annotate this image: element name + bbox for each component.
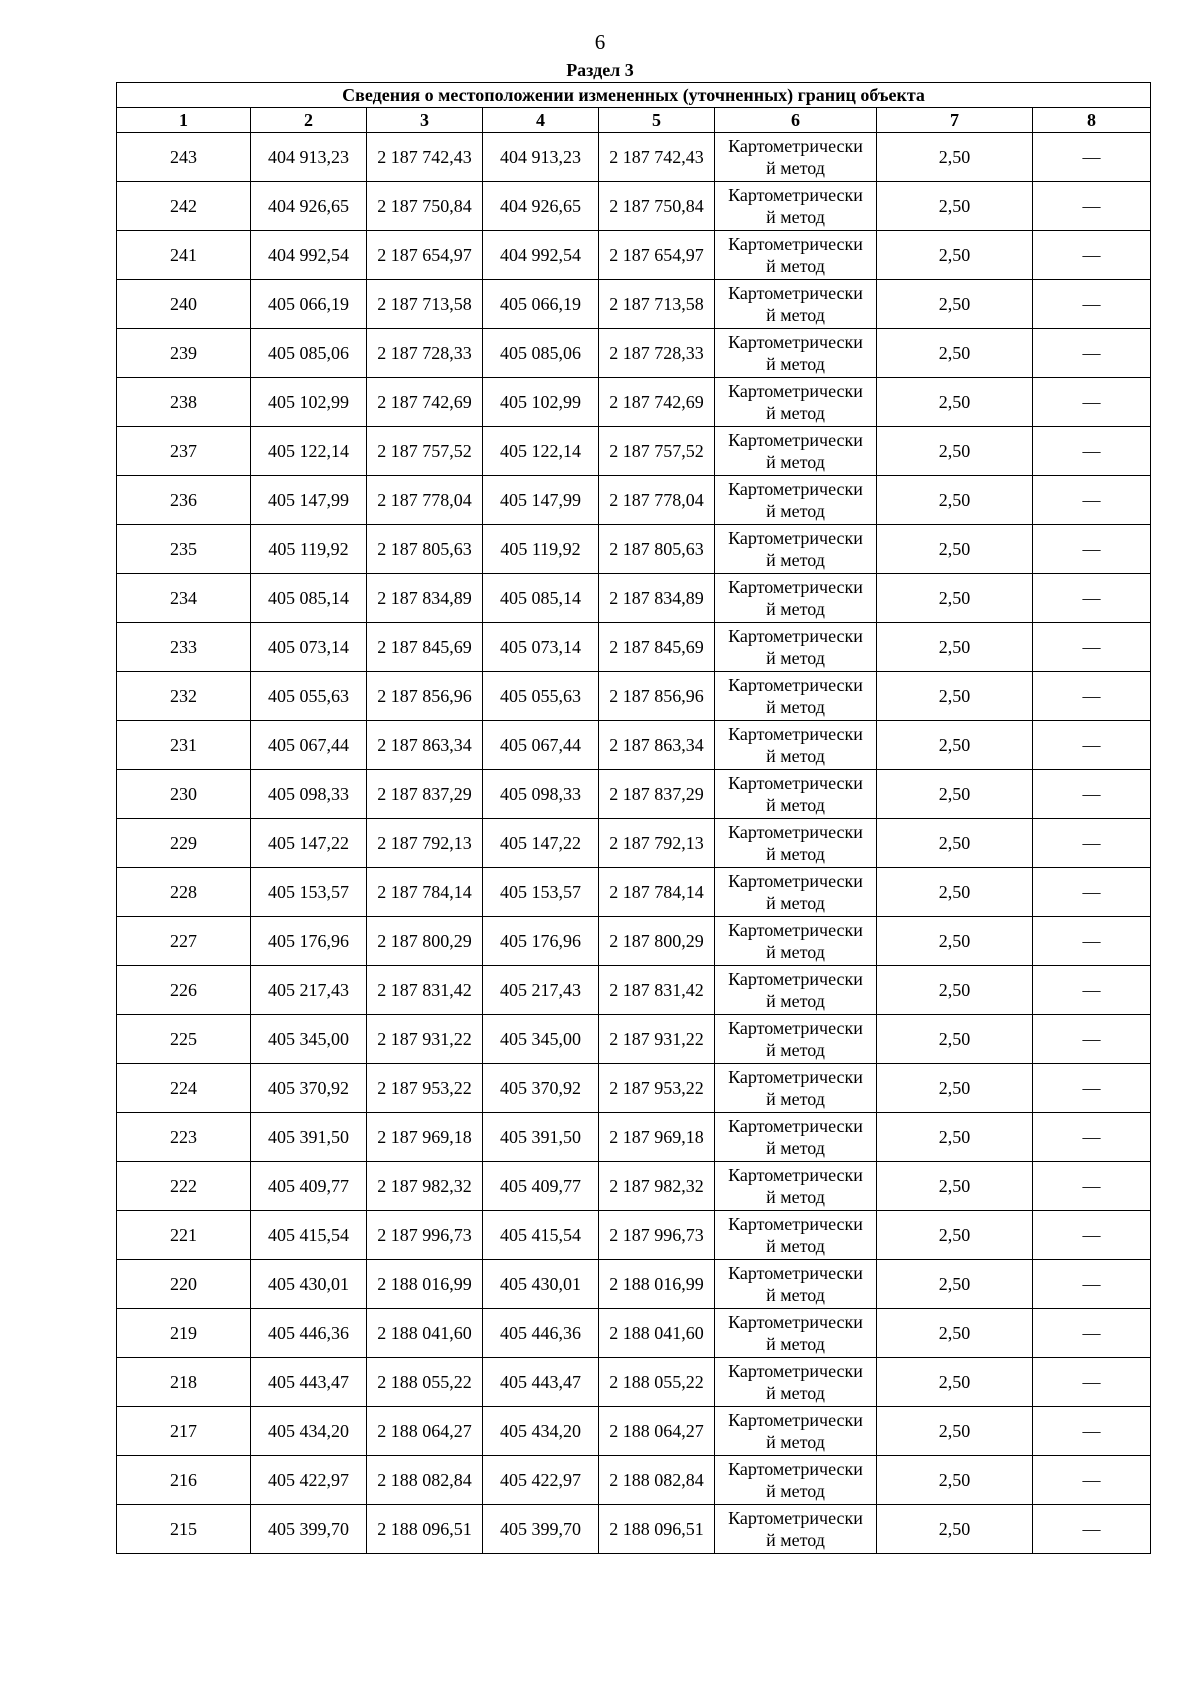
cell-method: Картометрически й метод [715, 182, 877, 231]
cell-existing-y: 2 187 831,42 [367, 966, 483, 1015]
cell-existing-x: 405 147,22 [251, 819, 367, 868]
cell-point-number: 220 [117, 1260, 251, 1309]
column-header-row [117, 108, 1151, 133]
cell-point-number: 241 [117, 231, 251, 280]
cell-description: — [1033, 623, 1151, 672]
cell-new-x: 404 926,65 [483, 182, 599, 231]
cell-existing-y: 2 187 837,29 [367, 770, 483, 819]
cell-new-y: 2 188 082,84 [599, 1456, 715, 1505]
cell-new-y: 2 188 016,99 [599, 1260, 715, 1309]
column-header-8: 8 [1033, 108, 1151, 133]
cell-new-x: 405 147,99 [483, 476, 599, 525]
cell-new-y: 2 187 837,29 [599, 770, 715, 819]
cell-accuracy: 2,50 [877, 525, 1033, 574]
cell-existing-x: 405 147,99 [251, 476, 367, 525]
table-row [117, 819, 1151, 868]
cell-existing-y: 2 187 996,73 [367, 1211, 483, 1260]
cell-new-y: 2 187 728,33 [599, 329, 715, 378]
cell-accuracy: 2,50 [877, 1309, 1033, 1358]
cell-point-number: 234 [117, 574, 251, 623]
cell-existing-x: 404 913,23 [251, 133, 367, 182]
cell-method: Картометрически й метод [715, 574, 877, 623]
table-row [117, 1015, 1151, 1064]
cell-description: — [1033, 1113, 1151, 1162]
cell-new-y: 2 187 834,89 [599, 574, 715, 623]
cell-method: Картометрически й метод [715, 1211, 877, 1260]
cell-existing-x: 405 073,14 [251, 623, 367, 672]
cell-description: — [1033, 476, 1151, 525]
cell-new-y: 2 188 055,22 [599, 1358, 715, 1407]
cell-description: — [1033, 1260, 1151, 1309]
cell-new-x: 405 409,77 [483, 1162, 599, 1211]
table-row [117, 427, 1151, 476]
cell-description: — [1033, 819, 1151, 868]
table-row [117, 329, 1151, 378]
cell-new-y: 2 187 778,04 [599, 476, 715, 525]
cell-existing-x: 405 217,43 [251, 966, 367, 1015]
cell-point-number: 217 [117, 1407, 251, 1456]
cell-new-y: 2 187 654,97 [599, 231, 715, 280]
cell-new-x: 405 122,14 [483, 427, 599, 476]
cell-accuracy: 2,50 [877, 427, 1033, 476]
table-row [117, 1260, 1151, 1309]
cell-description: — [1033, 574, 1151, 623]
cell-new-y: 2 188 064,27 [599, 1407, 715, 1456]
cell-accuracy: 2,50 [877, 1260, 1033, 1309]
cell-method: Картометрически й метод [715, 819, 877, 868]
cell-point-number: 232 [117, 672, 251, 721]
cell-new-x: 405 176,96 [483, 917, 599, 966]
cell-point-number: 229 [117, 819, 251, 868]
cell-point-number: 226 [117, 966, 251, 1015]
cell-accuracy: 2,50 [877, 623, 1033, 672]
cell-existing-y: 2 187 654,97 [367, 231, 483, 280]
cell-existing-x: 405 409,77 [251, 1162, 367, 1211]
cell-new-x: 405 434,20 [483, 1407, 599, 1456]
cell-method: Картометрически й метод [715, 1407, 877, 1456]
table-row [117, 525, 1151, 574]
table-row [117, 378, 1151, 427]
cell-existing-x: 405 067,44 [251, 721, 367, 770]
cell-accuracy: 2,50 [877, 868, 1033, 917]
cell-accuracy: 2,50 [877, 574, 1033, 623]
cell-existing-y: 2 188 055,22 [367, 1358, 483, 1407]
cell-point-number: 239 [117, 329, 251, 378]
cell-existing-x: 405 153,57 [251, 868, 367, 917]
table-row [117, 182, 1151, 231]
table-row [117, 1113, 1151, 1162]
cell-method: Картометрически й метод [715, 1260, 877, 1309]
cell-new-y: 2 188 096,51 [599, 1505, 715, 1554]
table-row [117, 231, 1151, 280]
cell-method: Картометрически й метод [715, 133, 877, 182]
cell-description: — [1033, 770, 1151, 819]
table-row [117, 917, 1151, 966]
column-header-2: 2 [251, 108, 367, 133]
cell-point-number: 215 [117, 1505, 251, 1554]
cell-point-number: 222 [117, 1162, 251, 1211]
cell-accuracy: 2,50 [877, 721, 1033, 770]
cell-existing-y: 2 188 096,51 [367, 1505, 483, 1554]
cell-point-number: 240 [117, 280, 251, 329]
cell-existing-x: 405 415,54 [251, 1211, 367, 1260]
cell-existing-x: 405 176,96 [251, 917, 367, 966]
cell-accuracy: 2,50 [877, 672, 1033, 721]
cell-new-y: 2 187 831,42 [599, 966, 715, 1015]
cell-existing-y: 2 187 856,96 [367, 672, 483, 721]
cell-existing-y: 2 188 082,84 [367, 1456, 483, 1505]
cell-existing-y: 2 187 784,14 [367, 868, 483, 917]
cell-existing-x: 405 055,63 [251, 672, 367, 721]
table-row [117, 280, 1151, 329]
cell-method: Картометрически й метод [715, 1162, 877, 1211]
cell-existing-y: 2 187 845,69 [367, 623, 483, 672]
column-header-6: 6 [715, 108, 877, 133]
cell-existing-y: 2 187 982,32 [367, 1162, 483, 1211]
table-row [117, 133, 1151, 182]
cell-method: Картометрически й метод [715, 1015, 877, 1064]
cell-new-x: 405 422,97 [483, 1456, 599, 1505]
cell-existing-y: 2 187 863,34 [367, 721, 483, 770]
cell-existing-x: 405 430,01 [251, 1260, 367, 1309]
cell-new-y: 2 187 845,69 [599, 623, 715, 672]
cell-existing-x: 405 119,92 [251, 525, 367, 574]
table-row [117, 1162, 1151, 1211]
cell-new-x: 405 399,70 [483, 1505, 599, 1554]
cell-existing-y: 2 188 064,27 [367, 1407, 483, 1456]
cell-new-y: 2 187 713,58 [599, 280, 715, 329]
cell-method: Картометрически й метод [715, 525, 877, 574]
cell-description: — [1033, 1505, 1151, 1554]
cell-existing-x: 405 443,47 [251, 1358, 367, 1407]
cell-description: — [1033, 1456, 1151, 1505]
table-caption-row [117, 83, 1151, 108]
cell-method: Картометрически й метод [715, 917, 877, 966]
cell-accuracy: 2,50 [877, 1015, 1033, 1064]
cell-point-number: 216 [117, 1456, 251, 1505]
cell-point-number: 243 [117, 133, 251, 182]
cell-existing-x: 405 102,99 [251, 378, 367, 427]
cell-point-number: 228 [117, 868, 251, 917]
cell-method: Картометрически й метод [715, 231, 877, 280]
cell-description: — [1033, 427, 1151, 476]
cell-description: — [1033, 1211, 1151, 1260]
cell-existing-x: 405 098,33 [251, 770, 367, 819]
cell-new-y: 2 187 742,43 [599, 133, 715, 182]
table-body [117, 133, 1151, 1554]
cell-method: Картометрически й метод [715, 672, 877, 721]
cell-new-x: 405 443,47 [483, 1358, 599, 1407]
table-row [117, 868, 1151, 917]
cell-description: — [1033, 133, 1151, 182]
cell-new-y: 2 187 863,34 [599, 721, 715, 770]
table-row [117, 623, 1151, 672]
cell-method: Картометрически й метод [715, 378, 877, 427]
table-row [117, 721, 1151, 770]
cell-new-x: 405 073,14 [483, 623, 599, 672]
cell-new-y: 2 187 805,63 [599, 525, 715, 574]
cell-new-y: 2 187 931,22 [599, 1015, 715, 1064]
cell-existing-x: 405 085,14 [251, 574, 367, 623]
cell-accuracy: 2,50 [877, 917, 1033, 966]
table-caption: Сведения о местоположении измененных (уточненных) границ объекта [117, 83, 1151, 108]
column-header-4: 4 [483, 108, 599, 133]
cell-existing-x: 405 085,06 [251, 329, 367, 378]
cell-method: Картометрически й метод [715, 1456, 877, 1505]
cell-point-number: 236 [117, 476, 251, 525]
cell-description: — [1033, 231, 1151, 280]
cell-existing-y: 2 187 728,33 [367, 329, 483, 378]
cell-point-number: 218 [117, 1358, 251, 1407]
cell-new-x: 405 370,92 [483, 1064, 599, 1113]
table-row [117, 476, 1151, 525]
cell-method: Картометрически й метод [715, 1505, 877, 1554]
cell-existing-x: 405 122,14 [251, 427, 367, 476]
cell-accuracy: 2,50 [877, 1358, 1033, 1407]
cell-existing-y: 2 188 016,99 [367, 1260, 483, 1309]
cell-description: — [1033, 966, 1151, 1015]
cell-point-number: 223 [117, 1113, 251, 1162]
cell-method: Картометрически й метод [715, 1309, 877, 1358]
cell-description: — [1033, 917, 1151, 966]
cell-new-x: 405 153,57 [483, 868, 599, 917]
column-header-3: 3 [367, 108, 483, 133]
cell-method: Картометрически й метод [715, 770, 877, 819]
cell-description: — [1033, 1015, 1151, 1064]
table-row [117, 574, 1151, 623]
cell-accuracy: 2,50 [877, 1407, 1033, 1456]
table-row [117, 966, 1151, 1015]
cell-point-number: 227 [117, 917, 251, 966]
cell-new-y: 2 187 784,14 [599, 868, 715, 917]
cell-new-x: 405 085,06 [483, 329, 599, 378]
cell-new-x: 405 415,54 [483, 1211, 599, 1260]
cell-new-y: 2 187 996,73 [599, 1211, 715, 1260]
cell-description: — [1033, 1407, 1151, 1456]
cell-existing-y: 2 187 969,18 [367, 1113, 483, 1162]
table-row [117, 1211, 1151, 1260]
cell-new-x: 405 217,43 [483, 966, 599, 1015]
cell-description: — [1033, 1064, 1151, 1113]
cell-method: Картометрически й метод [715, 329, 877, 378]
cell-accuracy: 2,50 [877, 1211, 1033, 1260]
table-row [117, 1407, 1151, 1456]
cell-new-x: 404 992,54 [483, 231, 599, 280]
cell-existing-y: 2 187 805,63 [367, 525, 483, 574]
cell-new-x: 405 345,00 [483, 1015, 599, 1064]
cell-accuracy: 2,50 [877, 1505, 1033, 1554]
cell-new-x: 405 102,99 [483, 378, 599, 427]
cell-existing-x: 405 066,19 [251, 280, 367, 329]
cell-existing-y: 2 187 713,58 [367, 280, 483, 329]
section-title: Раздел 3 [566, 60, 634, 80]
cell-new-y: 2 187 792,13 [599, 819, 715, 868]
cell-point-number: 221 [117, 1211, 251, 1260]
column-header-5: 5 [599, 108, 715, 133]
page-number: 6 [594, 30, 606, 54]
cell-point-number: 233 [117, 623, 251, 672]
cell-existing-x: 405 345,00 [251, 1015, 367, 1064]
cell-accuracy: 2,50 [877, 1162, 1033, 1211]
cell-accuracy: 2,50 [877, 1456, 1033, 1505]
cell-existing-x: 405 422,97 [251, 1456, 367, 1505]
cell-new-x: 405 067,44 [483, 721, 599, 770]
cell-method: Картометрически й метод [715, 1113, 877, 1162]
table-row [117, 1358, 1151, 1407]
cell-description: — [1033, 868, 1151, 917]
cell-new-y: 2 187 742,69 [599, 378, 715, 427]
cell-accuracy: 2,50 [877, 1113, 1033, 1162]
cell-existing-x: 405 446,36 [251, 1309, 367, 1358]
cell-point-number: 235 [117, 525, 251, 574]
cell-accuracy: 2,50 [877, 819, 1033, 868]
cell-new-y: 2 188 041,60 [599, 1309, 715, 1358]
cell-new-y: 2 187 982,32 [599, 1162, 715, 1211]
cell-point-number: 231 [117, 721, 251, 770]
coordinates-table [116, 82, 1151, 1554]
cell-description: — [1033, 280, 1151, 329]
cell-accuracy: 2,50 [877, 770, 1033, 819]
cell-description: — [1033, 525, 1151, 574]
cell-description: — [1033, 329, 1151, 378]
cell-method: Картометрически й метод [715, 427, 877, 476]
cell-point-number: 225 [117, 1015, 251, 1064]
cell-new-y: 2 187 757,52 [599, 427, 715, 476]
cell-method: Картометрически й метод [715, 966, 877, 1015]
cell-existing-x: 404 992,54 [251, 231, 367, 280]
cell-point-number: 237 [117, 427, 251, 476]
cell-point-number: 230 [117, 770, 251, 819]
cell-point-number: 224 [117, 1064, 251, 1113]
cell-accuracy: 2,50 [877, 966, 1033, 1015]
cell-existing-y: 2 187 800,29 [367, 917, 483, 966]
cell-method: Картометрически й метод [715, 623, 877, 672]
cell-method: Картометрически й метод [715, 1358, 877, 1407]
cell-method: Картометрически й метод [715, 476, 877, 525]
cell-existing-x: 404 926,65 [251, 182, 367, 231]
cell-accuracy: 2,50 [877, 133, 1033, 182]
cell-accuracy: 2,50 [877, 329, 1033, 378]
cell-new-x: 405 147,22 [483, 819, 599, 868]
cell-point-number: 238 [117, 378, 251, 427]
cell-description: — [1033, 1162, 1151, 1211]
cell-new-y: 2 187 856,96 [599, 672, 715, 721]
cell-existing-y: 2 187 931,22 [367, 1015, 483, 1064]
cell-method: Картометрически й метод [715, 1064, 877, 1113]
cell-accuracy: 2,50 [877, 378, 1033, 427]
cell-point-number: 242 [117, 182, 251, 231]
cell-new-x: 405 391,50 [483, 1113, 599, 1162]
table-row [117, 672, 1151, 721]
cell-existing-y: 2 187 953,22 [367, 1064, 483, 1113]
cell-description: — [1033, 672, 1151, 721]
cell-existing-y: 2 187 778,04 [367, 476, 483, 525]
table-row [117, 1309, 1151, 1358]
cell-existing-y: 2 187 750,84 [367, 182, 483, 231]
cell-description: — [1033, 1358, 1151, 1407]
cell-new-x: 405 066,19 [483, 280, 599, 329]
cell-new-y: 2 187 969,18 [599, 1113, 715, 1162]
cell-point-number: 219 [117, 1309, 251, 1358]
table-row [117, 770, 1151, 819]
table-row [117, 1064, 1151, 1113]
cell-accuracy: 2,50 [877, 476, 1033, 525]
cell-existing-y: 2 187 757,52 [367, 427, 483, 476]
cell-accuracy: 2,50 [877, 1064, 1033, 1113]
cell-accuracy: 2,50 [877, 280, 1033, 329]
cell-existing-y: 2 188 041,60 [367, 1309, 483, 1358]
cell-existing-y: 2 187 792,13 [367, 819, 483, 868]
cell-method: Картометрически й метод [715, 280, 877, 329]
cell-description: — [1033, 378, 1151, 427]
cell-new-x: 405 085,14 [483, 574, 599, 623]
cell-new-x: 405 098,33 [483, 770, 599, 819]
cell-new-y: 2 187 953,22 [599, 1064, 715, 1113]
table-row [117, 1505, 1151, 1554]
cell-method: Картометрически й метод [715, 868, 877, 917]
table-row [117, 1456, 1151, 1505]
column-header-7: 7 [877, 108, 1033, 133]
cell-description: — [1033, 1309, 1151, 1358]
cell-new-y: 2 187 800,29 [599, 917, 715, 966]
cell-existing-y: 2 187 742,43 [367, 133, 483, 182]
cell-new-x: 405 055,63 [483, 672, 599, 721]
cell-existing-x: 405 391,50 [251, 1113, 367, 1162]
cell-existing-x: 405 434,20 [251, 1407, 367, 1456]
cell-description: — [1033, 182, 1151, 231]
cell-new-x: 404 913,23 [483, 133, 599, 182]
cell-new-x: 405 446,36 [483, 1309, 599, 1358]
cell-new-y: 2 187 750,84 [599, 182, 715, 231]
cell-existing-y: 2 187 834,89 [367, 574, 483, 623]
cell-method: Картометрически й метод [715, 721, 877, 770]
cell-new-x: 405 430,01 [483, 1260, 599, 1309]
column-header-1: 1 [117, 108, 251, 133]
cell-description: — [1033, 721, 1151, 770]
cell-existing-x: 405 399,70 [251, 1505, 367, 1554]
cell-new-x: 405 119,92 [483, 525, 599, 574]
cell-accuracy: 2,50 [877, 182, 1033, 231]
cell-accuracy: 2,50 [877, 231, 1033, 280]
cell-existing-y: 2 187 742,69 [367, 378, 483, 427]
cell-existing-x: 405 370,92 [251, 1064, 367, 1113]
